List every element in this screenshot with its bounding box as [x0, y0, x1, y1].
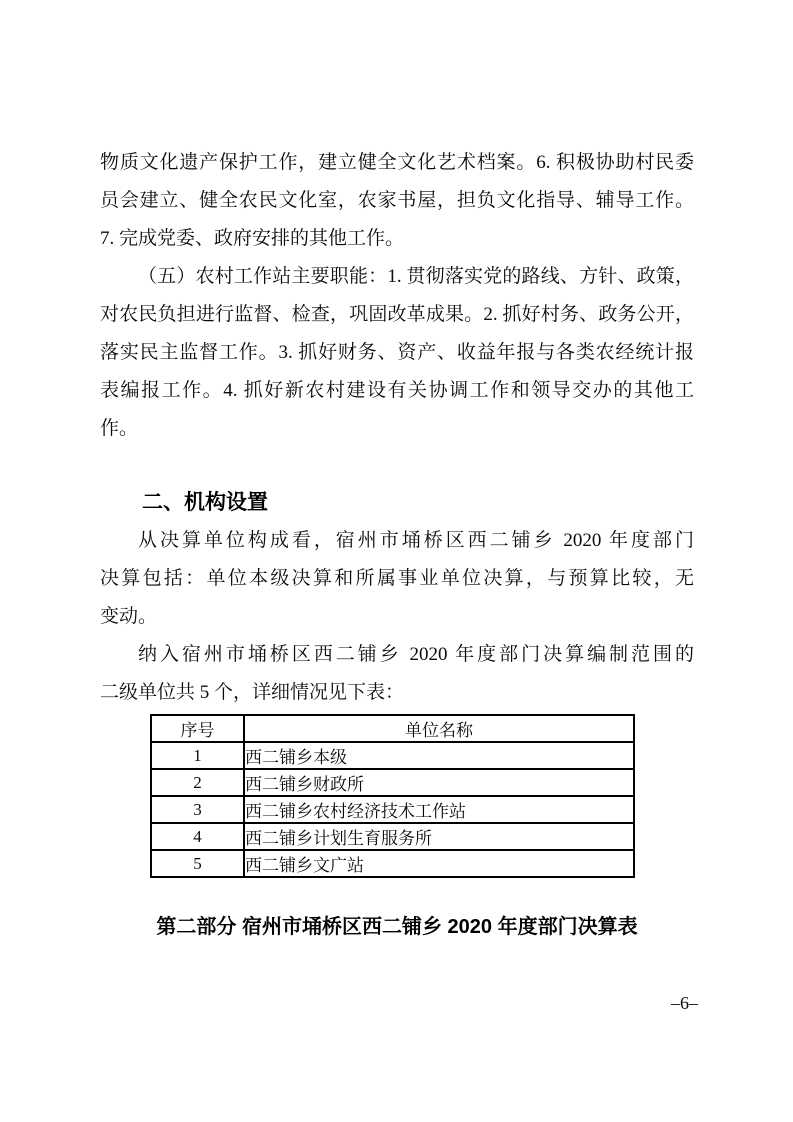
body-line: 物质文化遗产保护工作，建立健全文化艺术档案。6. 积极协助村民委 — [100, 152, 694, 173]
body-line: （五）农村工作站主要职能：1. 贯彻落实党的路线、方针、政策， — [138, 266, 694, 287]
body-line: 落实民主监督工作。3. 抓好财务、资产、收益年报与各类农经统计报 — [100, 342, 694, 363]
table-cell-index: 4 — [151, 823, 244, 850]
body-line: 纳入宿州市埇桥区西二铺乡 2020 年度部门决算编制范围的 — [138, 644, 694, 665]
body-line: 员会建立、健全农民文化室，农家书屋，担负文化指导、辅导工作。 — [100, 190, 694, 211]
table-row — [151, 742, 634, 769]
body-line: 二级单位共 5 个，详细情况见下表： — [100, 682, 405, 703]
table-cell-name: 西二铺乡本级 — [244, 742, 634, 769]
page-number: –6– — [671, 993, 698, 1013]
table-cell-name: 西二铺乡财政所 — [244, 769, 634, 796]
table-cell-name: 西二铺乡计划生育服务所 — [244, 823, 634, 850]
table-row — [151, 850, 634, 877]
table-header-row — [151, 715, 634, 742]
table-cell-index: 1 — [151, 742, 244, 769]
table-cell-name: 西二铺乡文广站 — [244, 850, 634, 877]
body-paragraph-duties — [100, 258, 694, 448]
body-line: 对农民负担进行监督、检查，巩固改革成果。2. 抓好村务、政务公开， — [100, 304, 694, 325]
body-line: 决算包括：单位本级决算和所属事业单位决算，与预算比较，无 — [100, 568, 694, 589]
body-line: 从决算单位构成看，宿州市埇桥区西二铺乡 2020 年度部门 — [138, 530, 694, 551]
units-table — [150, 714, 635, 878]
table-row — [151, 796, 634, 823]
section-heading: 二、机构设置 — [142, 491, 268, 514]
table-row — [151, 823, 634, 850]
body-line: 变动。 — [100, 606, 158, 627]
table-header-cell-index: 序号 — [151, 715, 244, 742]
body-paragraph-continuation — [100, 144, 694, 258]
table-cell-index: 2 — [151, 769, 244, 796]
body-paragraph-scope — [100, 636, 694, 712]
table-cell-index: 5 — [151, 850, 244, 877]
page-content — [100, 144, 694, 942]
body-line: 7. 完成党委、政府安排的其他工作。 — [100, 228, 405, 249]
part-two-title: 第二部分 宿州市埇桥区西二铺乡 2020 年度部门决算表 — [156, 916, 638, 938]
table-row — [151, 769, 634, 796]
table-cell-index: 3 — [151, 796, 244, 823]
body-line: 作。 — [100, 418, 139, 439]
body-paragraph-composition — [100, 522, 694, 636]
table-header-cell-name: 单位名称 — [244, 715, 634, 742]
table-cell-name: 西二铺乡农村经济技术工作站 — [244, 796, 634, 823]
body-line: 表编报工作。4. 抓好新农村建设有关协调工作和领导交办的其他工 — [100, 380, 694, 401]
